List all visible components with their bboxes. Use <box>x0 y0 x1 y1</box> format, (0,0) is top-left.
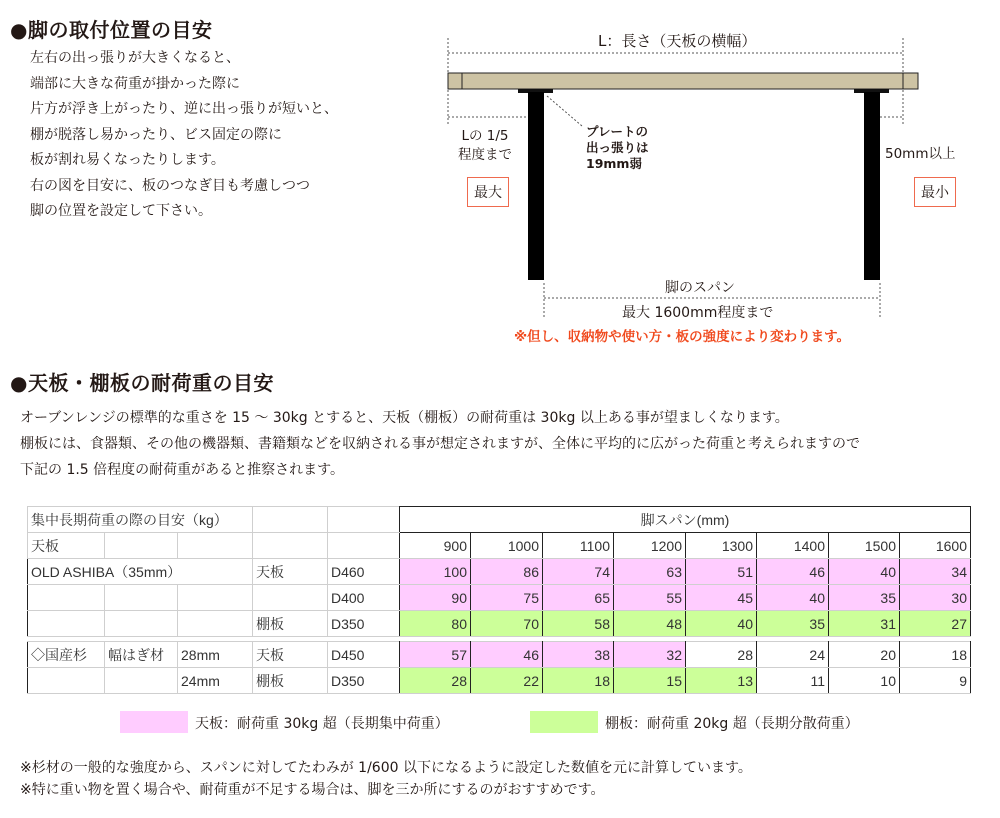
value-cell: 74 <box>543 559 614 585</box>
row-cell-c3: 28mm <box>178 642 253 668</box>
row-cell-c5: D350 <box>328 611 400 637</box>
value-cell: 15 <box>614 668 686 694</box>
legend-pink-swatch <box>120 711 188 733</box>
span-header-cell: 1200 <box>614 533 686 559</box>
value-cell: 30 <box>900 585 971 611</box>
value-cell: 34 <box>900 559 971 585</box>
row-cell-c3 <box>178 585 253 611</box>
span-header-cell: 1000 <box>471 533 543 559</box>
value-cell: 22 <box>471 668 543 694</box>
span-label: 脚のスパン <box>665 280 735 296</box>
empty-cell <box>253 533 328 559</box>
value-cell: 80 <box>400 611 471 637</box>
span-header-cell: 900 <box>400 533 471 559</box>
left-overhang-line: 程度まで <box>458 147 512 163</box>
value-cell: 75 <box>471 585 543 611</box>
row-cell-c3: 24mm <box>178 668 253 694</box>
caution-text: ※但し、収納物や使い方・板の強度により変わります。 <box>514 329 851 345</box>
empty-cell <box>328 533 400 559</box>
value-cell: 90 <box>400 585 471 611</box>
row-cell-c5: D450 <box>328 642 400 668</box>
value-cell: 28 <box>686 642 757 668</box>
left-overhang-label <box>458 127 512 165</box>
span-header-cell: 1600 <box>900 533 971 559</box>
value-cell: 46 <box>757 559 829 585</box>
plate-note-line: 出っ張りは <box>586 140 649 155</box>
row-cell-c4: 天板 <box>253 559 328 585</box>
section1-title: ●脚の取付位置の目安 <box>10 18 213 42</box>
value-cell: 18 <box>543 668 614 694</box>
section2-title: ●天板・棚板の耐荷重の目安 <box>10 371 274 395</box>
value-cell: 35 <box>757 611 829 637</box>
row-cell-c1 <box>28 668 105 694</box>
note-line: ※杉材の一般的な強度から、スパンに対してたわみが 1/600 以下になるように設定した数値を元に計算しています。 <box>20 760 752 776</box>
text-line: 端部に大きな荷重が掛かった際に <box>30 75 240 92</box>
span-header: 脚スパン(mm) <box>400 507 971 533</box>
notes <box>20 757 752 801</box>
row-cell-c4: 天板 <box>253 642 328 668</box>
empty-cell <box>253 507 328 533</box>
value-cell: 20 <box>829 642 900 668</box>
text-line: 棚板には、食器類、その他の機器類、書籍類などを収納される事が想定されますが、全体に平均的に広がった荷重と考えられますので <box>20 436 860 452</box>
value-cell: 46 <box>471 642 543 668</box>
span-header-cell: 1400 <box>757 533 829 559</box>
empty-cell <box>178 533 253 559</box>
value-cell: 11 <box>757 668 829 694</box>
span-header-cell: 1300 <box>686 533 757 559</box>
empty-cell <box>328 507 400 533</box>
value-cell: 28 <box>400 668 471 694</box>
table-title-row <box>28 507 971 533</box>
length-label: L：長さ（天板の横幅） <box>598 32 757 50</box>
load-table <box>27 506 971 694</box>
value-cell: 70 <box>471 611 543 637</box>
right-overhang-label: 50mm以上 <box>885 146 956 162</box>
span-header-cell: 1500 <box>829 533 900 559</box>
value-cell: 45 <box>686 585 757 611</box>
text-line: 左右の出っ張りが大きくなると、 <box>30 50 240 66</box>
text-line: 下記の 1.5 倍程度の耐荷重があると推察されます。 <box>20 462 345 478</box>
row-cell-c1: OLD ASHIBA（35mm） <box>28 559 253 585</box>
row-cell-c5: D350 <box>328 668 400 694</box>
row-cell-c2: 幅はぎ材 <box>105 642 178 668</box>
text-line: 脚の位置を設定して下さい。 <box>30 203 212 219</box>
row-cell-c2 <box>105 668 178 694</box>
row-cell-c1 <box>28 611 105 637</box>
legend-green-label: 棚板：耐荷重 20kg 超（長期分散荷重） <box>605 716 859 732</box>
table-row <box>28 642 971 668</box>
value-cell: 18 <box>900 642 971 668</box>
right-leg <box>864 92 880 280</box>
value-cell: 24 <box>757 642 829 668</box>
section2-text <box>20 405 860 483</box>
value-cell: 40 <box>829 559 900 585</box>
row-cell-c5: D460 <box>328 559 400 585</box>
row-cell-c4: 棚板 <box>253 611 328 637</box>
empty-cell <box>105 533 178 559</box>
value-cell: 86 <box>471 559 543 585</box>
min-badge: 最小 <box>914 177 956 207</box>
value-cell: 57 <box>400 642 471 668</box>
leg-position-diagram <box>0 0 1000 350</box>
value-cell: 31 <box>829 611 900 637</box>
text-line: オーブンレンジの標準的な重さを 15 ～ 30kg とすると、天板（棚板）の耐荷重は 30kg 以上ある事が望ましくなります。 <box>20 410 789 426</box>
value-cell: 38 <box>543 642 614 668</box>
left-overhang-line: Lの 1/5 <box>461 128 509 144</box>
span-header-cell: 1100 <box>543 533 614 559</box>
value-cell: 65 <box>543 585 614 611</box>
text-line: 板が割れ易くなったりします。 <box>30 152 225 168</box>
table-title: 集中長期荷重の際の目安（kg） <box>28 507 253 533</box>
span-header-row <box>28 533 971 559</box>
table-row <box>28 668 971 694</box>
table-row <box>28 585 971 611</box>
row-cell-c2 <box>105 611 178 637</box>
value-cell: 48 <box>614 611 686 637</box>
note-line: ※特に重い物を置く場合や、耐荷重が不足する場合は、脚を三か所にするのがおすすめです。 <box>20 782 605 798</box>
table-row <box>28 611 971 637</box>
value-cell: 27 <box>900 611 971 637</box>
value-cell: 55 <box>614 585 686 611</box>
value-cell: 40 <box>686 611 757 637</box>
row-cell-c2 <box>105 585 178 611</box>
text-line: 棚が脱落し易かったり、ビス固定の際に <box>30 126 282 143</box>
value-cell: 58 <box>543 611 614 637</box>
row-cell-c1 <box>28 585 105 611</box>
value-cell: 13 <box>686 668 757 694</box>
text-line: 右の図を目安に、板のつなぎ目も考慮しつつ <box>30 177 310 194</box>
plate-note-line: 19mm弱 <box>586 156 642 171</box>
max-badge: 最大 <box>467 177 509 207</box>
value-cell: 10 <box>829 668 900 694</box>
value-cell: 32 <box>614 642 686 668</box>
row-label: 天板 <box>28 533 105 559</box>
value-cell: 9 <box>900 668 971 694</box>
value-cell: 40 <box>757 585 829 611</box>
table-row <box>28 559 971 585</box>
value-cell: 35 <box>829 585 900 611</box>
value-cell: 51 <box>686 559 757 585</box>
text-line: 片方が浮き上がったり、逆に出っ張りが短いと、 <box>30 101 338 117</box>
row-cell-c4 <box>253 585 328 611</box>
legend-pink-label: 天板：耐荷重 30kg 超（長期集中荷重） <box>195 716 449 732</box>
row-cell-c1: ◇国産杉 <box>28 642 105 668</box>
row-cell-c3 <box>178 611 253 637</box>
row-cell-c4: 棚板 <box>253 668 328 694</box>
plate-note-line: プレートの <box>586 124 649 139</box>
legend-green-swatch <box>530 711 598 733</box>
plate-note <box>586 124 649 172</box>
span-max-label: 最大 1600mm程度まで <box>622 305 774 321</box>
value-cell: 100 <box>400 559 471 585</box>
left-leg <box>528 92 544 280</box>
value-cell: 63 <box>614 559 686 585</box>
row-cell-c5: D400 <box>328 585 400 611</box>
tabletop-board <box>448 73 918 89</box>
